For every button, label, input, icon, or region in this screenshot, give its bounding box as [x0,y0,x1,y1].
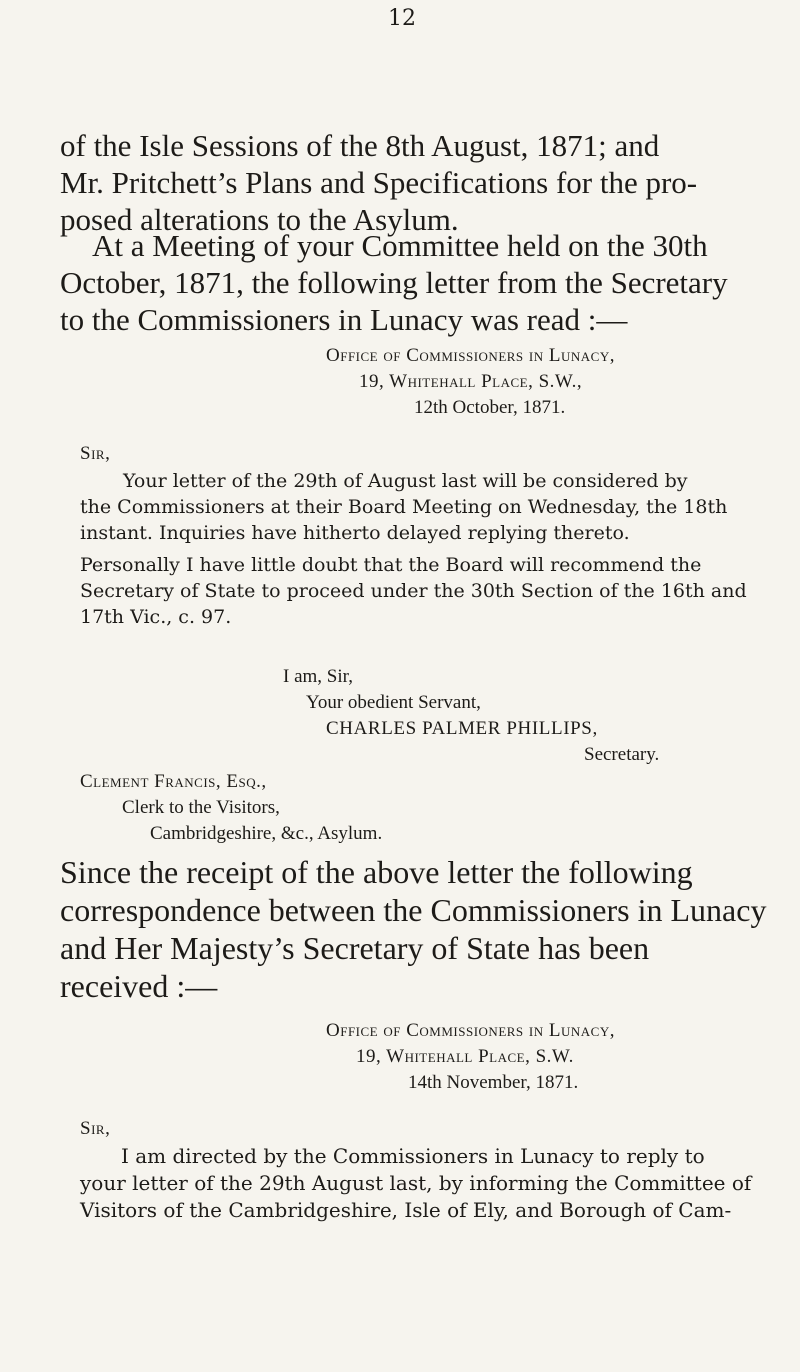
recipient-role: Clerk to the Visitors, [122,797,280,818]
text-line: correspondence between the Commissioners in Lunacy [60,892,767,928]
letter-line: Personally I have little doubt that the Board will recommend the [80,554,702,576]
text-line: Mr. Pritchett’s Plans and Specifications for the pro- [60,165,698,200]
text-line: received :— [60,968,218,1004]
letter-address: 19, Whitehall Place, S.W., [359,371,583,392]
text-line: At a Meeting of your Committee held on the 30th [92,228,708,263]
letter-date: 12th October, 1871. [414,397,566,418]
letter-date: 14th November, 1871. [408,1072,579,1093]
text-line: October, 1871, the following letter from the Secretary [60,265,728,300]
letter-1-body [80,468,747,630]
text-line: and Her Majesty’s Secretary of State has been [60,930,650,966]
letter-salutation: Sir, [80,443,111,464]
letter-office: Office of Commissioners in Lunacy, [326,345,615,366]
recipient-place: Cambridgeshire, &c., Asylum. [150,823,383,844]
signature-title: Secretary. [584,744,660,765]
closing-line: I am, Sir, [283,666,353,687]
since-paragraph [60,853,767,1005]
text-line: of the Isle Sessions of the 8th August, 1871; and [60,128,660,163]
meeting-paragraph [60,227,740,338]
text-line: to the Commissioners in Lunacy was read :— [60,302,628,337]
letter-line: 17th Vic., c. 97. [80,606,232,628]
letter-line: the Commissioners at their Board Meeting on Wednesday, the 18th [80,496,728,518]
signature: CHARLES PALMER PHILLIPS, [326,718,598,739]
page-number: 12 [388,6,416,31]
intro-paragraph [60,127,740,238]
text-line: Since the receipt of the above letter the following [60,854,693,890]
closing-line-2: Your obedient Servant, [306,692,481,713]
recipient-name: Clement Francis, Esq., [80,771,267,792]
letter-line: Your letter of the 29th of August last will be considered by [123,470,688,492]
letter-office: Office of Commissioners in Lunacy, [326,1020,615,1041]
letter-line: your letter of the 29th August last, by informing the Committee of [80,1171,752,1195]
letter-salutation: Sir, [80,1118,111,1139]
letter-line: I am directed by the Commissioners in Lunacy to reply to [121,1144,705,1168]
letter-line: Visitors of the Cambridgeshire, Isle of Ely, and Borough of Cam- [80,1198,732,1222]
letter-2-body [80,1143,752,1224]
text-line: posed alterations to the Asylum. [60,202,459,237]
letter-line: instant. Inquiries have hitherto delayed replying thereto. [80,522,630,544]
letter-address: 19, Whitehall Place, S.W. [356,1046,574,1067]
letter-line: Secretary of State to proceed under the 30th Section of the 16th and [80,580,747,602]
